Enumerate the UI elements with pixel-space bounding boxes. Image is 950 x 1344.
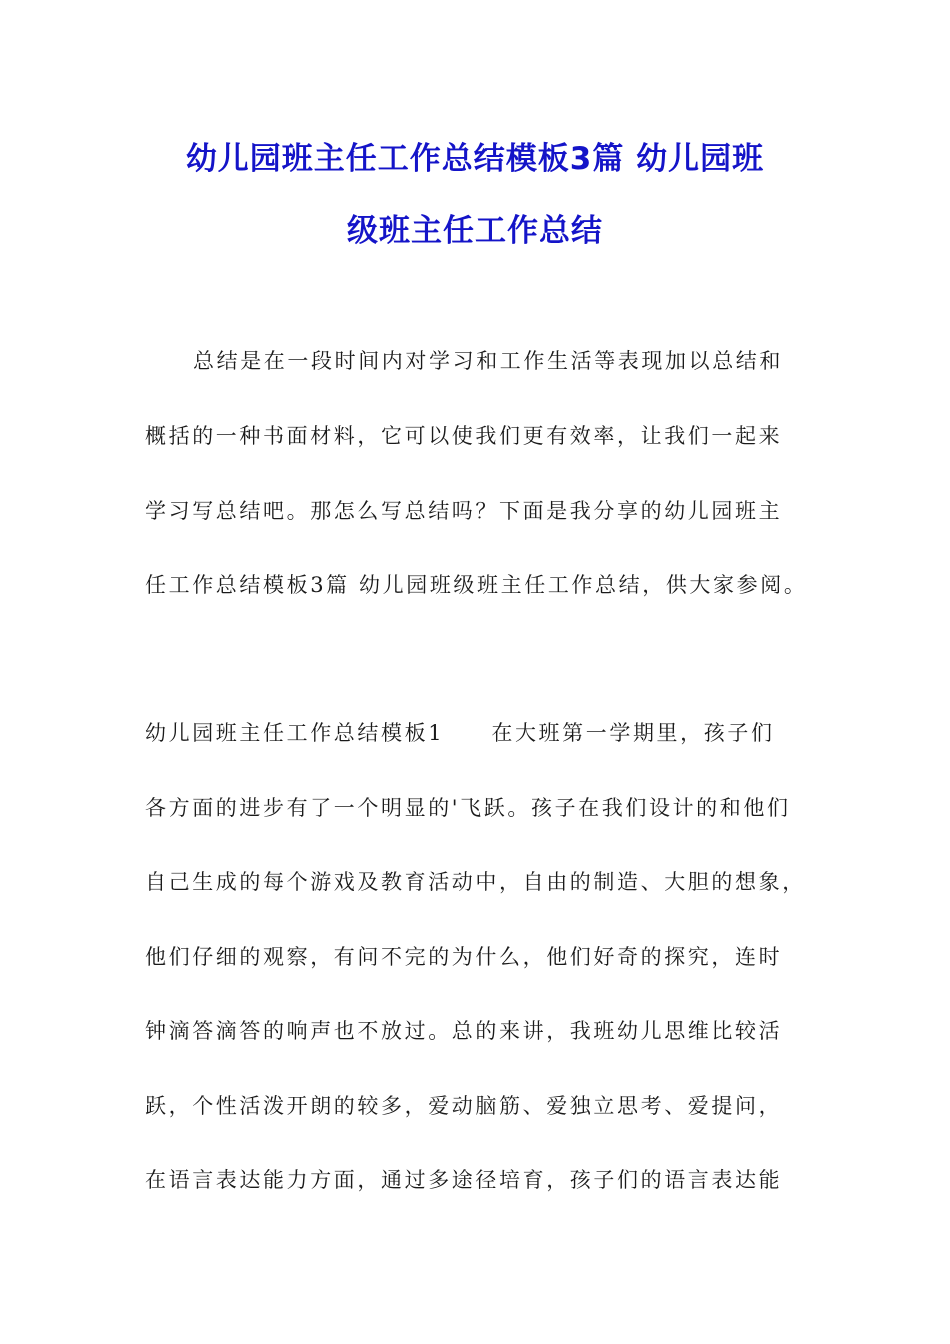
section-paragraph-line-1: 幼儿园班主任工作总结模板1 在大班第一学期里，孩子们 [145,721,775,745]
section-paragraph-line-7: 在语言表达能力方面，通过多途径培育，孩子们的语言表达能 [145,1168,783,1192]
intro-paragraph-line-2: 概括的一种书面材料，它可以使我们更有效率，让我们一起来 [145,424,783,448]
intro-paragraph-line-4: 任工作总结模板3篇 幼儿园班级班主任工作总结，供大家参阅。 [145,573,808,597]
section-paragraph-line-6: 跃，个性活泼开朗的较多，爱动脑筋、爱独立思考、爱提问， [145,1094,783,1118]
section-paragraph-line-2: 各方面的进步有了一个明显的'飞跃。孩子在我们设计的和他们 [145,796,791,820]
section-paragraph-line-4: 他们仔细的观察，有问不完的为什么，他们好奇的探究，连时 [145,945,783,969]
section-paragraph-line-3: 自己生成的每个游戏及教育活动中，自由的制造、大胆的想象， [145,870,806,894]
intro-paragraph-line-1: 总结是在一段时间内对学习和工作生活等表现加以总结和 [193,349,783,373]
section-paragraph-line-5: 钟滴答滴答的响声也不放过。总的来讲，我班幼儿思维比较活 [145,1019,783,1043]
document-title-line-2: 级班主任工作总结 [347,213,603,249]
intro-paragraph-line-3: 学习写总结吧。那怎么写总结吗？下面是我分享的幼儿园班主 [145,499,783,523]
document-title-line-1: 幼儿园班主任工作总结模板3篇 幼儿园班 [185,141,765,177]
